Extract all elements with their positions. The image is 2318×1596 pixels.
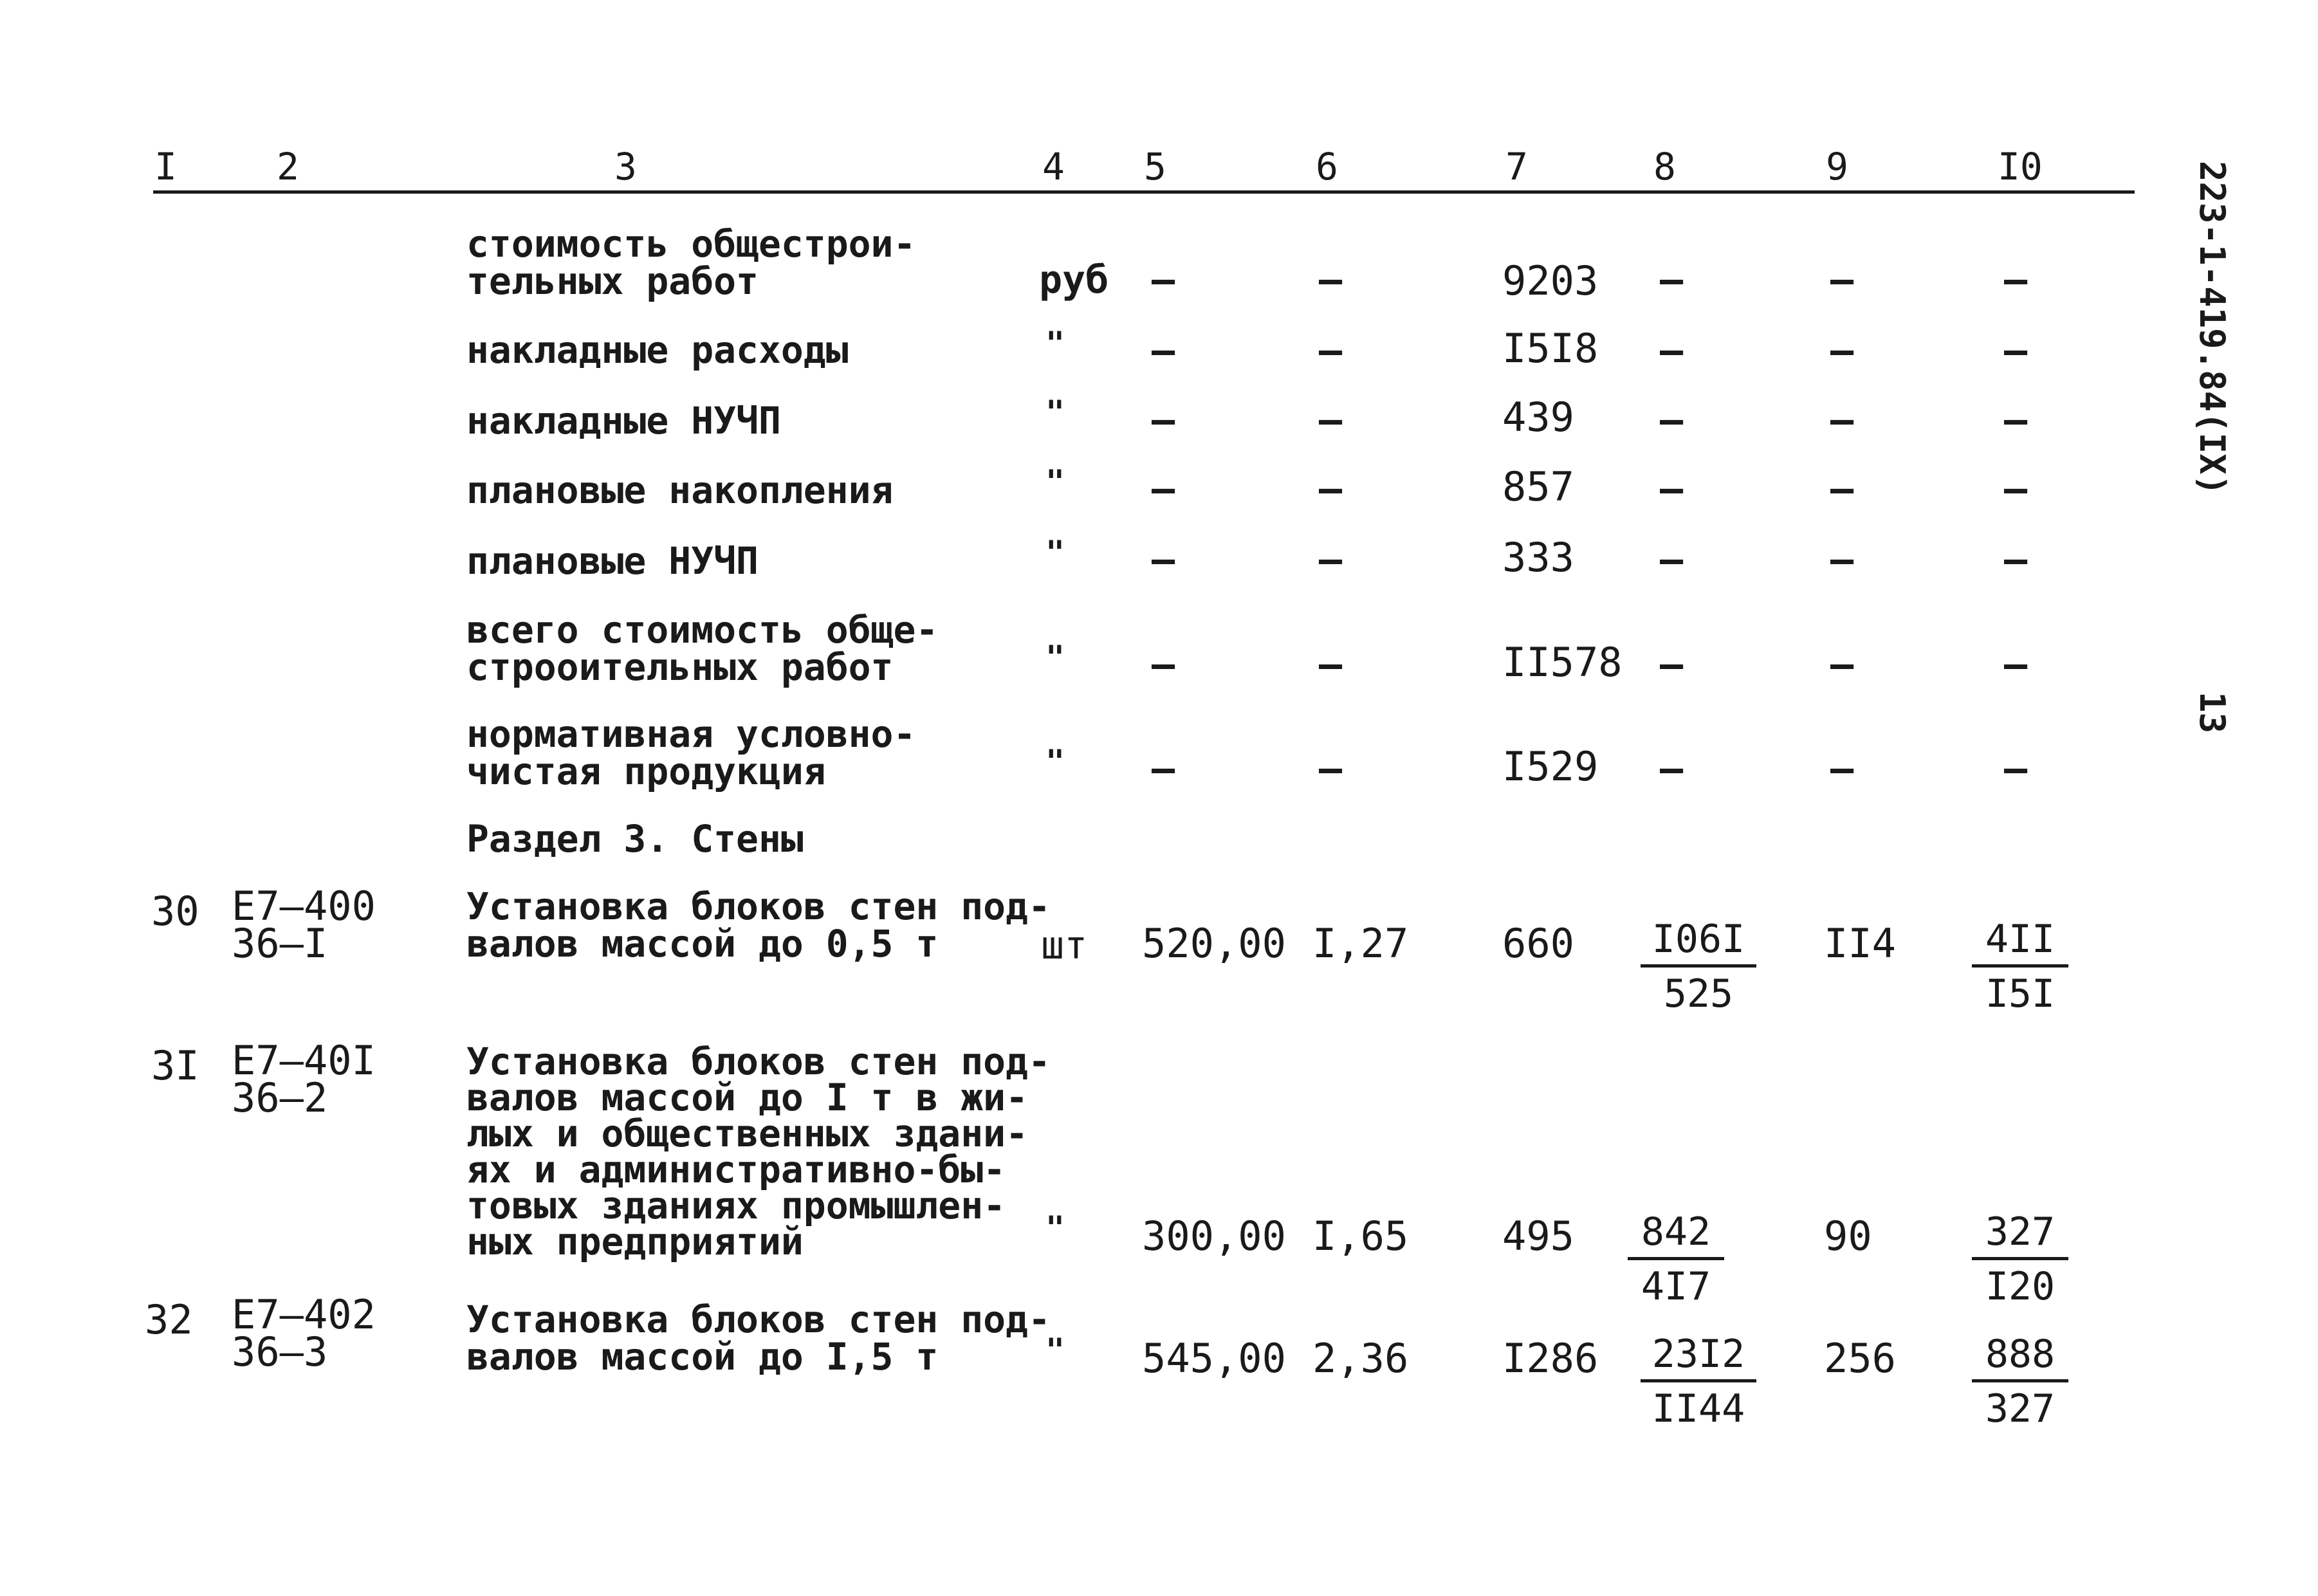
item-c5: 520,00: [1142, 920, 1286, 967]
item-description: [466, 1298, 1051, 1379]
item-desc-line: валов массой до 0,5 т: [466, 922, 939, 966]
document-code: 223-1-419.84(IX): [2192, 161, 2232, 496]
fraction-numerator: 23I2: [1641, 1332, 1756, 1382]
row-c9: –: [1830, 642, 1854, 687]
item-c7: 660: [1502, 920, 1574, 967]
row-desc-line1: стоимость общестрои-: [466, 222, 916, 266]
item-description: [466, 1040, 1051, 1263]
row-unit: ": [1045, 394, 1065, 431]
row-c6: –: [1319, 257, 1343, 302]
fraction-numerator: I06I: [1641, 917, 1756, 968]
row-c10: –: [2004, 537, 2028, 582]
row-c5: –: [1152, 398, 1175, 443]
fraction-denominator: 525: [1663, 971, 1734, 1016]
fraction-numerator: 842: [1628, 1209, 1724, 1260]
row-c7: II578: [1502, 639, 1623, 686]
row-c8: –: [1660, 746, 1684, 791]
row-c9: –: [1830, 466, 1854, 511]
row-c7: 333: [1502, 534, 1574, 581]
row-c7: I529: [1502, 743, 1599, 790]
row-c8: –: [1660, 257, 1684, 302]
row-desc-line1: нормативная условно-: [466, 712, 916, 756]
header-col-8: 8: [1653, 145, 1676, 188]
header-col-4: 4: [1042, 145, 1065, 188]
item-desc-line: Установка блоков стен под-: [466, 1298, 1051, 1341]
row-desc-line2: чистая продукция: [466, 749, 826, 793]
row-c10: –: [2004, 257, 2028, 302]
item-c6: 2,36: [1312, 1335, 1409, 1382]
row-c7: 439: [1502, 394, 1574, 441]
item-c10-fraction: [1972, 917, 2068, 1016]
row-desc-line1: накладные расходы: [466, 328, 849, 372]
item-number: 3I: [151, 1042, 199, 1089]
item-unit: ": [1045, 1209, 1065, 1247]
item-c10-fraction: [1972, 1209, 2068, 1309]
item-desc-line: валов массой до I,5 т: [466, 1335, 939, 1379]
row-c9: –: [1830, 746, 1854, 791]
row-desc-line1: всего стоимость обще-: [466, 608, 939, 652]
row-c8: –: [1660, 398, 1684, 443]
row-c6: –: [1319, 537, 1343, 582]
row-c5: –: [1152, 642, 1175, 687]
row-c7: 857: [1502, 463, 1574, 510]
header-col-1: I: [154, 145, 177, 188]
row-desc-line1: плановые НУЧП: [466, 539, 759, 583]
header-col-2: 2: [277, 145, 299, 188]
fraction-denominator: II44: [1651, 1386, 1745, 1431]
item-desc-line: товых зданиях промышлен-: [466, 1184, 1006, 1227]
row-c8: –: [1660, 328, 1684, 373]
item-c5: 300,00: [1142, 1213, 1286, 1260]
fraction-numerator: 4II: [1972, 917, 2068, 968]
row-c8: –: [1660, 537, 1684, 582]
item-desc-line: ных предприятий: [466, 1220, 804, 1263]
item-c8-fraction: [1628, 1209, 1724, 1309]
item-unit: шт: [1041, 923, 1088, 968]
item-code: [232, 883, 376, 967]
row-c6: –: [1319, 642, 1343, 687]
item-code: [232, 1291, 376, 1375]
row-c10: –: [2004, 746, 2028, 791]
row-c7: 9203: [1502, 257, 1599, 304]
header-col-9: 9: [1826, 145, 1848, 188]
fraction-denominator: 327: [1985, 1386, 2056, 1431]
fraction-numerator: 888: [1972, 1332, 2068, 1382]
item-c7: 495: [1502, 1213, 1574, 1260]
row-c10: –: [2004, 398, 2028, 443]
item-desc-line: Установка блоков стен под-: [466, 885, 1051, 928]
header-col-3: 3: [614, 145, 637, 188]
row-c10: –: [2004, 642, 2028, 687]
item-c8-fraction: [1641, 917, 1756, 1016]
row-c9: –: [1830, 328, 1854, 373]
row-c6: –: [1319, 328, 1343, 373]
item-code-line1: Е7–40I: [232, 1037, 376, 1084]
row-c9: –: [1830, 257, 1854, 302]
row-c7: I5I8: [1502, 325, 1599, 372]
item-c8-fraction: [1641, 1332, 1756, 1431]
fraction-denominator: I5I: [1985, 971, 2056, 1016]
row-unit: руб: [1039, 257, 1109, 302]
row-c10: –: [2004, 328, 2028, 373]
item-c5: 545,00: [1142, 1335, 1286, 1382]
row-c8: –: [1660, 466, 1684, 511]
row-unit: ": [1045, 325, 1065, 362]
page-number: 13: [2192, 692, 2232, 734]
row-c6: –: [1319, 466, 1343, 511]
item-c10-fraction: [1972, 1332, 2068, 1431]
item-code: [232, 1037, 376, 1121]
section-title: Раздел 3. Стены: [466, 817, 804, 861]
item-number: 32: [145, 1296, 193, 1343]
row-c9: –: [1830, 537, 1854, 582]
row-c6: –: [1319, 746, 1343, 791]
item-number: 30: [151, 888, 199, 935]
row-desc-line2: тельных работ: [466, 259, 759, 303]
header-col-5: 5: [1144, 145, 1166, 188]
fraction-numerator: 327: [1972, 1209, 2068, 1260]
row-c9: –: [1830, 398, 1854, 443]
item-c6: I,27: [1312, 920, 1409, 967]
row-c5: –: [1152, 466, 1175, 511]
item-code-line2: 36–2: [232, 1074, 328, 1121]
header-col-7: 7: [1505, 145, 1528, 188]
row-c5: –: [1152, 257, 1175, 302]
item-code-line2: 36–3: [232, 1328, 328, 1375]
item-desc-line: лых и общественных здани-: [466, 1112, 1028, 1155]
row-desc-line2: строоительных работ: [466, 645, 894, 689]
row-c5: –: [1152, 746, 1175, 791]
row-unit: ": [1045, 463, 1065, 500]
item-desc-line: валов массой до I т в жи-: [466, 1076, 1028, 1119]
item-c6: I,65: [1312, 1213, 1409, 1260]
header-col-6: 6: [1316, 145, 1338, 188]
row-c5: –: [1152, 328, 1175, 373]
row-c8: –: [1660, 642, 1684, 687]
row-unit: ": [1045, 639, 1065, 676]
row-c10: –: [2004, 466, 2028, 511]
fraction-denominator: 4I7: [1641, 1264, 1711, 1309]
item-c9: II4: [1824, 920, 1896, 967]
row-desc-line1: плановые накопления: [466, 468, 894, 512]
item-desc-line: Установка блоков стен под-: [466, 1040, 1051, 1083]
row-c5: –: [1152, 537, 1175, 582]
row-desc-line1: накладные НУЧП: [466, 399, 781, 443]
item-c9: 256: [1824, 1335, 1896, 1382]
fraction-denominator: I20: [1985, 1264, 2056, 1309]
header-col-10: I0: [1998, 145, 2043, 188]
item-unit: ": [1045, 1332, 1065, 1369]
row-unit: ": [1045, 534, 1065, 571]
row-c6: –: [1319, 398, 1343, 443]
row-unit: ": [1045, 743, 1065, 780]
item-desc-line: ях и административно-бы-: [466, 1148, 1006, 1191]
item-code-line1: Е7–400: [232, 883, 376, 930]
item-description: [466, 885, 1051, 966]
item-code-line2: 36–I: [232, 920, 328, 967]
item-c7: I286: [1502, 1335, 1599, 1382]
item-c9: 90: [1824, 1213, 1872, 1260]
item-code-line1: Е7–402: [232, 1291, 376, 1338]
header-rule: [153, 190, 2135, 194]
